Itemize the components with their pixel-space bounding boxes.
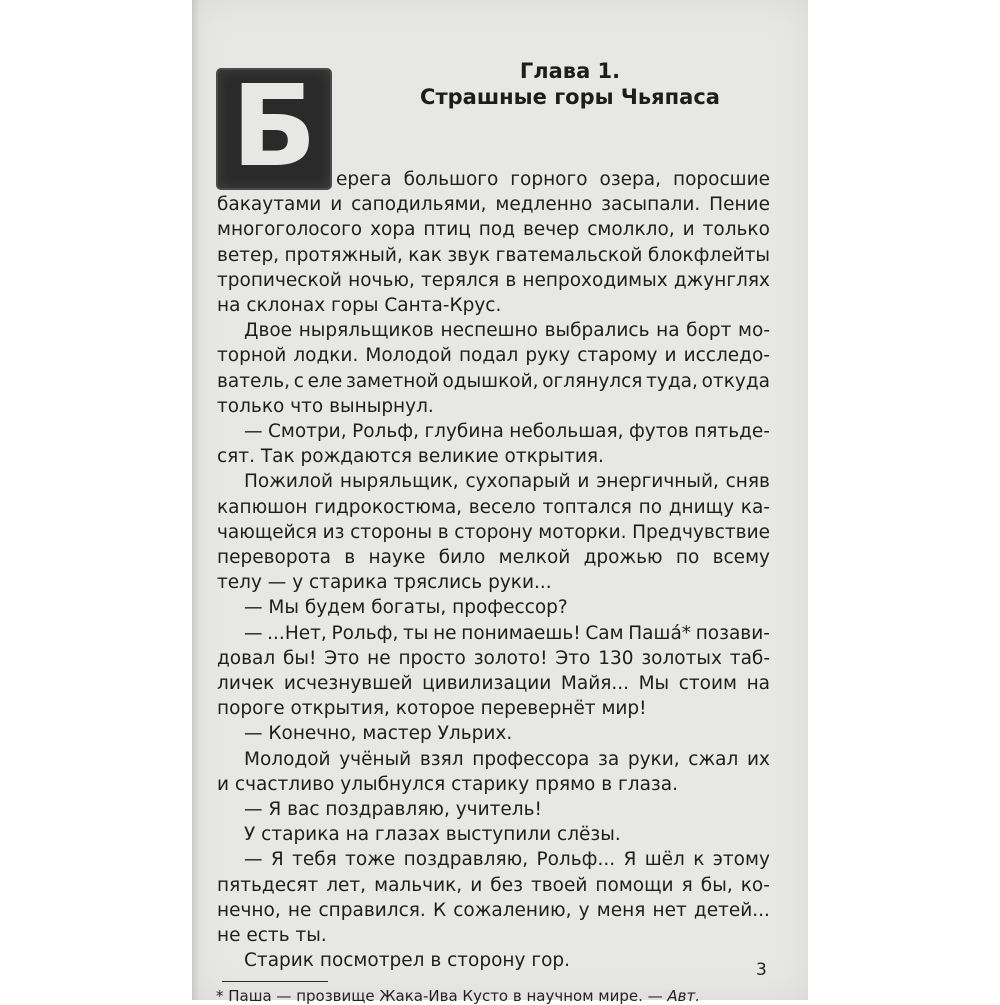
- word: —: [244, 622, 263, 644]
- word: терялся: [421, 269, 500, 291]
- word: непроходимых: [522, 269, 668, 291]
- word: Майя...: [560, 673, 629, 694]
- word: тропической: [217, 269, 342, 291]
- word: на: [656, 320, 680, 342]
- word: еле: [307, 370, 343, 392]
- text-line: [217, 372, 770, 392]
- text-line: [217, 674, 770, 694]
- text-line: [217, 649, 770, 669]
- text-line: [217, 523, 770, 543]
- word: борт: [686, 320, 732, 342]
- word: било: [438, 547, 486, 568]
- text-line: [217, 220, 770, 240]
- word: Это: [324, 647, 360, 669]
- word: ныряльщиков: [298, 320, 434, 342]
- word: и: [664, 345, 677, 367]
- text-line: [244, 750, 770, 770]
- word: выбрались: [544, 320, 650, 342]
- word: звук: [447, 244, 491, 266]
- word: засыпали.: [601, 194, 701, 216]
- word: понимаешь!: [461, 622, 581, 644]
- word: шёл: [644, 849, 685, 871]
- word: на: [746, 673, 770, 694]
- word: довал: [217, 647, 276, 669]
- footnote-author: Авт.: [667, 987, 701, 1005]
- word: поздравляю,: [403, 849, 529, 871]
- word: бы!: [283, 647, 317, 669]
- text-line: телу — у старика тряслись руки...: [217, 572, 552, 594]
- word: птиц: [423, 219, 471, 241]
- page-number: 3: [756, 960, 767, 980]
- word: под: [478, 219, 516, 241]
- word: Молодой: [244, 748, 331, 770]
- word: топтался: [542, 496, 632, 518]
- word: —: [244, 849, 263, 871]
- word: хора: [370, 219, 416, 241]
- word: Рольф,: [352, 421, 419, 442]
- word: Я: [270, 849, 284, 871]
- word: откуда: [701, 370, 770, 392]
- word: Двое: [244, 320, 293, 342]
- word: пятьдесят: [217, 874, 319, 896]
- text-line: [244, 422, 770, 442]
- word: Смотри,: [267, 421, 347, 442]
- word: исчезнувшей: [283, 673, 413, 694]
- word: руки,: [627, 748, 680, 770]
- word: этому: [712, 849, 770, 871]
- text-line: [244, 850, 770, 870]
- word: небольшая,: [509, 421, 624, 442]
- word: Рольф,: [331, 622, 399, 644]
- word: протяжный,: [284, 244, 403, 266]
- word: переворота: [217, 547, 331, 568]
- word: нет: [652, 899, 687, 921]
- text-line: сят. Так рождаются великие открытия.: [217, 446, 604, 468]
- word: пятьде-: [694, 421, 770, 442]
- word: по: [638, 496, 663, 518]
- word: одышкой,: [442, 370, 539, 392]
- word: помощи: [595, 874, 674, 896]
- word: я: [681, 874, 693, 896]
- word: многоголосого: [217, 219, 363, 241]
- word: не: [287, 899, 312, 921]
- word: тебя: [292, 849, 337, 871]
- word: взял: [419, 748, 464, 770]
- footnote-text: * Паша — прозвище Жака-Ива Кусто в научном мире. —: [216, 987, 668, 1005]
- word: просто: [398, 647, 466, 669]
- word: туда,: [646, 370, 698, 392]
- word: и: [577, 471, 590, 493]
- text-line: [217, 346, 770, 366]
- text-line: только что вынырнул.: [217, 395, 434, 417]
- word: 130: [598, 647, 634, 669]
- text-line: не есть ты.: [217, 925, 327, 946]
- footnote-divider: [222, 981, 328, 982]
- chapter-number: Глава 1.: [519, 59, 621, 83]
- word: Мы: [638, 673, 670, 694]
- word: у: [578, 899, 590, 921]
- word: ватель,: [217, 370, 291, 392]
- word: стороны: [350, 521, 433, 543]
- word: ночью,: [348, 269, 415, 291]
- text-line: [217, 195, 770, 215]
- word: бакаутами: [217, 194, 322, 216]
- word: Пашá*: [628, 622, 692, 644]
- word: оглянулся: [542, 370, 643, 392]
- word: большого: [403, 169, 499, 190]
- word: ветер,: [217, 244, 280, 266]
- chapter-title: Страшные горы Чьяпаса: [420, 85, 720, 109]
- word: меня: [596, 899, 646, 921]
- text-line: [217, 901, 770, 921]
- word: с: [293, 370, 304, 392]
- word: сожалению,: [453, 899, 572, 921]
- word: золотых: [641, 647, 722, 669]
- text-line: [244, 321, 770, 341]
- word: из: [322, 521, 345, 543]
- word: днищу: [668, 496, 735, 518]
- word: весело: [468, 496, 536, 518]
- word: без: [490, 874, 523, 896]
- word: моторки.: [538, 521, 627, 543]
- word: учёный: [339, 748, 412, 770]
- word: чающейся: [217, 521, 317, 543]
- word: науке: [368, 547, 426, 568]
- word: мелкой: [498, 547, 571, 568]
- word: Рольф...: [536, 849, 616, 871]
- word: в: [344, 547, 356, 568]
- word: цивилизации: [422, 673, 552, 694]
- word: стоим: [678, 673, 737, 694]
- word: и: [470, 874, 483, 896]
- word: поросшие: [673, 169, 770, 190]
- word: по: [675, 547, 700, 568]
- word: только: [702, 219, 770, 241]
- word: глубина: [424, 421, 504, 442]
- word: —: [244, 421, 263, 442]
- word: саподильями,: [351, 194, 487, 216]
- word: ерега: [336, 169, 392, 190]
- word: джунглях: [673, 269, 770, 291]
- text-line: на склонах горы Санта-Крус.: [217, 295, 502, 316]
- word: Пение: [709, 194, 770, 216]
- word: мо-: [738, 320, 770, 342]
- word: всему: [712, 547, 770, 568]
- word: Я: [623, 849, 637, 871]
- text-line: Старик посмотрел в сторону гор.: [244, 950, 571, 972]
- word: лодки.: [293, 345, 359, 367]
- word: тоже: [345, 849, 396, 871]
- word: торной: [217, 345, 287, 367]
- word: озера,: [599, 169, 662, 190]
- word: медленно: [495, 194, 593, 216]
- word: сухопарый: [465, 471, 571, 493]
- word: дрожью: [583, 547, 663, 568]
- word: за: [598, 748, 620, 770]
- word: их: [746, 748, 770, 770]
- word: руку: [525, 345, 571, 367]
- word: справился.: [318, 899, 426, 921]
- word: неспешно: [440, 320, 538, 342]
- text-line: [217, 876, 770, 896]
- word: к: [693, 849, 705, 871]
- text-line: — Я вас поздравляю, учитель!: [244, 799, 542, 820]
- word: золото!: [473, 647, 548, 669]
- text-line: [217, 271, 770, 291]
- word: твоей: [530, 874, 588, 896]
- text-line: [217, 548, 770, 568]
- word: сжал: [688, 748, 739, 770]
- word: детей...: [693, 899, 770, 921]
- word: не: [367, 647, 391, 669]
- word: старому: [577, 345, 658, 367]
- word: профессора: [472, 748, 590, 770]
- word: не: [433, 622, 457, 644]
- word: лет,: [326, 874, 367, 896]
- word: вечер: [522, 219, 580, 241]
- word: ныряльщик,: [339, 471, 459, 493]
- word: Это: [555, 647, 591, 669]
- word: горного: [510, 169, 588, 190]
- word: личек: [217, 673, 275, 694]
- word: энергичный,: [596, 471, 719, 493]
- word: Предчувствие: [632, 521, 770, 543]
- word: нечно,: [217, 899, 281, 921]
- word: футов: [628, 421, 689, 442]
- text-line: У старика на глазах выступили слёзы.: [244, 824, 621, 846]
- word: сняв: [725, 471, 770, 493]
- word: в: [437, 521, 449, 543]
- word: смолкло,: [587, 219, 675, 241]
- word: К: [432, 899, 447, 921]
- word: ко-: [740, 874, 770, 896]
- text-line: пороге открытия, которое перевернёт мир!: [217, 698, 647, 720]
- text-line: [244, 624, 770, 644]
- word: заметной: [345, 370, 439, 392]
- text-line: [217, 246, 770, 266]
- word: бы,: [700, 874, 733, 896]
- word: Пожилой: [244, 471, 334, 493]
- word: Сам: [585, 622, 624, 644]
- word: Молодой: [365, 345, 452, 367]
- word: сторону: [454, 521, 533, 543]
- text-line: и счастливо улыбнулся старику прямо в глаза.: [217, 773, 678, 795]
- word: мальчик,: [374, 874, 463, 896]
- footnote: [216, 987, 700, 1005]
- word: ...Нет,: [267, 622, 327, 644]
- word: ты: [403, 622, 429, 644]
- word: гватемальской: [495, 244, 643, 266]
- word: в: [505, 269, 517, 291]
- text-line: — Конечно, мастер Ульрих.: [244, 723, 513, 745]
- word: и: [682, 219, 695, 241]
- word: блокфлейты: [647, 244, 770, 266]
- word: капюшон: [217, 496, 308, 518]
- text-line: — Мы будем богаты, профессор?: [244, 597, 568, 619]
- word: позави-: [695, 622, 770, 644]
- word: как: [408, 244, 442, 266]
- text-line: [336, 170, 770, 190]
- drop-cap-letter: Б: [231, 70, 317, 188]
- word: таб-: [729, 647, 770, 669]
- word: исследо-: [683, 345, 770, 367]
- word: гидрокостюма,: [314, 496, 463, 518]
- word: ка-: [740, 496, 770, 518]
- word: подал: [458, 345, 519, 367]
- text-line: [217, 498, 770, 518]
- text-line: [244, 472, 770, 492]
- word: и: [330, 194, 343, 216]
